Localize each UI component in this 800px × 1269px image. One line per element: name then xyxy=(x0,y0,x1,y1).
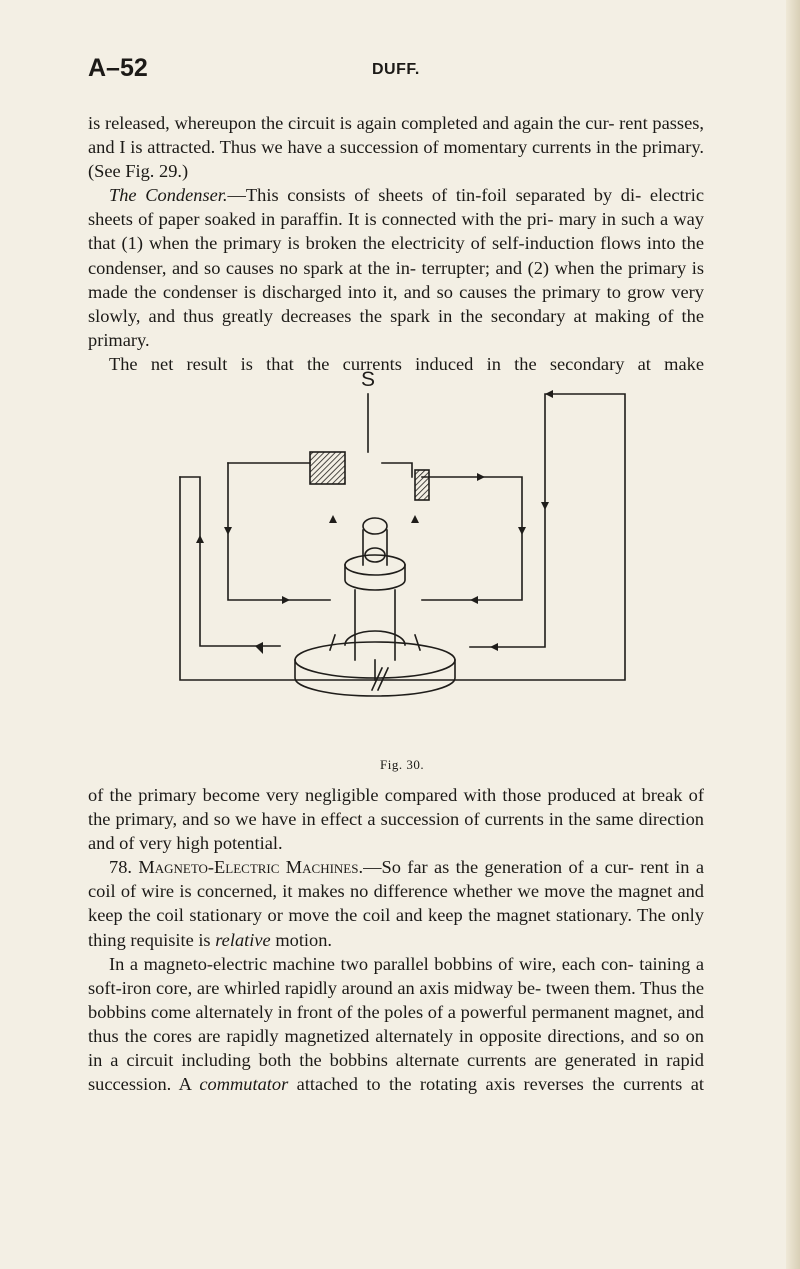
arrow-icon xyxy=(541,502,549,510)
paragraph: is released, whereupon the circuit is again completed and again the cur- rent passes, and I is attracted. Thus we have a succession of momentary currents in the primary. (See Fig. 29.) xyxy=(88,113,704,182)
paragraph-text: In a magneto-electric machine two parallel bobbins of wire, each con- taining a soft-iron core, are whirled rapidly around an axis midway be- tween them. Thus the bobbins come alternately in front of the poles of a powerful permanent magnet, and thus the cores are rapidly magnetized alternately in opposite directions, and so on in a circuit including both the bobbins alternate currents are generated in rapid succession. A xyxy=(88,953,704,1095)
arrow-icon xyxy=(518,527,526,535)
middle-top-right-wire xyxy=(382,463,412,477)
upper-disc-top xyxy=(345,555,405,575)
stand-column xyxy=(355,590,395,660)
page-number: A–52 xyxy=(88,54,148,82)
arrow-icon xyxy=(224,527,232,535)
outer-circuit-wire xyxy=(180,394,625,680)
middle-right-wire xyxy=(422,477,522,600)
paragraph-text: —So far as the generation of a cur- rent in a coil of wire is concerned, it makes no difference whether we move the magnet and keep the coil stationary or move the coil and keep the magnet stationary. The only thing requisite is xyxy=(88,857,704,950)
body-text-bottom xyxy=(88,783,704,1096)
page-header xyxy=(88,54,728,94)
page-edge-shadow xyxy=(786,0,800,1269)
section-number: 78. xyxy=(109,857,132,878)
outer-left-wire xyxy=(180,477,280,646)
paragraph-text-end: motion. xyxy=(275,929,333,950)
arrow-icon xyxy=(411,515,419,523)
paragraph-text-end: attached to the rotating axis reverses the currents at xyxy=(296,1074,705,1095)
label-s: S xyxy=(360,368,376,391)
italic-word: commutator xyxy=(199,1074,289,1095)
hatched-terminal-right xyxy=(415,470,429,500)
italic-word: relative xyxy=(215,929,271,950)
arrow-icon xyxy=(196,535,204,543)
running-head: DUFF. xyxy=(372,61,420,78)
arrowheads xyxy=(196,390,553,654)
arrow-icon xyxy=(477,473,485,481)
arrow-icon xyxy=(282,596,290,604)
arrow-icon xyxy=(255,642,263,654)
paragraph-bobbins xyxy=(88,952,704,1097)
figure-caption: Fig. 30. xyxy=(380,757,425,772)
rod-cap xyxy=(363,518,387,534)
upper-disc-side xyxy=(345,565,405,590)
paragraph-condenser xyxy=(88,183,704,352)
arrow-icon xyxy=(490,643,498,651)
figure-30-diagram xyxy=(150,360,650,755)
body-text-top xyxy=(88,111,704,376)
circuit-diagram xyxy=(150,360,650,755)
arrow-icon xyxy=(470,596,478,604)
italic-heading: The Condenser. xyxy=(109,185,228,206)
paragraph-text: —This consists of sheets of tin-foil separated by di- electric sheets of paper soaked in paraffin. It is connected with the pri- mary in such a way that (1) when the primary is broken the electricity of self-induction flows into the condenser, and so causes no spark at the in- terrupter; and (2) when the primary is made the condenser is discharged into it, and so causes the primary to grow very slowly, and thus greatly decreases the spark in the secondary at making of the primary. xyxy=(88,185,704,350)
paragraph-magneto xyxy=(88,855,704,951)
paragraph: of the primary become very negligible compared with those produced at break of the primary, and so we have in effect a succession of currents in the same direction and of very high potential. xyxy=(88,785,704,854)
arrow-icon xyxy=(545,390,553,398)
arrow-icon xyxy=(329,515,337,523)
paragraph: The net result is that the currents induced in the secondary at make xyxy=(109,353,704,374)
section-heading: Magneto-Electric Machines. xyxy=(138,857,364,878)
hatched-terminal-left xyxy=(310,452,345,484)
